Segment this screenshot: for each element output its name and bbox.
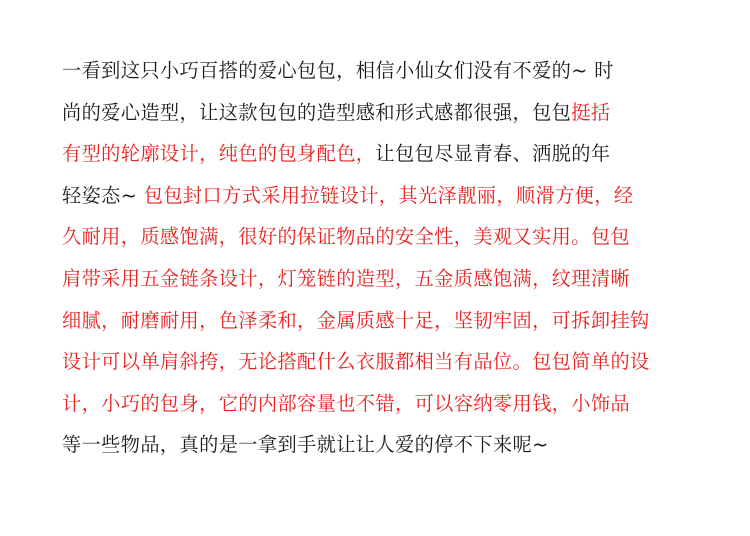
highlight-segment: 肩带采用五金链条设计，灯笼链的造型，五金质感饱满，纹理清晰 (62, 266, 631, 290)
text-segment: 让包包尽显青春、洒脱的年 (375, 142, 611, 166)
description-line-10 (62, 424, 698, 466)
description-line-1 (62, 50, 698, 92)
description-line-3 (62, 133, 698, 175)
text-segment: 等一些物品，真的是一拿到手就让让人爱的停不下来呢~ (62, 433, 549, 457)
text-segment: 一看到这只小巧百搭的爱心包包，相信小仙女们没有不爱的~ 时 (62, 59, 614, 82)
description-line-4 (62, 175, 698, 217)
description-line-6 (62, 258, 698, 300)
highlight-segment: 挺括 (571, 100, 611, 124)
text-segment: 轻姿态~ (62, 183, 144, 207)
description-line-5 (62, 216, 698, 258)
description-line-7 (62, 300, 698, 342)
highlight-segment: 细腻，耐磨耐用，色泽柔和，金属质感十足，坚韧牢固，可拆卸挂钩 (62, 308, 650, 332)
text-segment: 尚的爱心造型，让这款包包的造型感和形式感都很强，包包 (62, 100, 572, 124)
highlight-segment: 久耐用，质感饱满，很好的保证物品的安全性，美观又实用。包包 (62, 225, 631, 249)
product-description (62, 50, 698, 466)
highlight-segment: 设计可以单肩斜挎，无论搭配什么衣服都相当有品位。包包简单的设 (62, 350, 650, 374)
description-line-8 (62, 341, 698, 383)
highlight-segment: 有型的轮廓设计，纯色的包身配色， (62, 142, 376, 166)
highlight-segment: 包包封口方式采用拉链设计，其光泽靓丽，顺滑方便，经 (143, 183, 634, 207)
highlight-segment: 计，小巧的包身，它的内部容量也不错，可以容纳零用钱，小饰品 (62, 391, 631, 415)
description-line-2 (62, 92, 698, 134)
description-line-9 (62, 383, 698, 425)
